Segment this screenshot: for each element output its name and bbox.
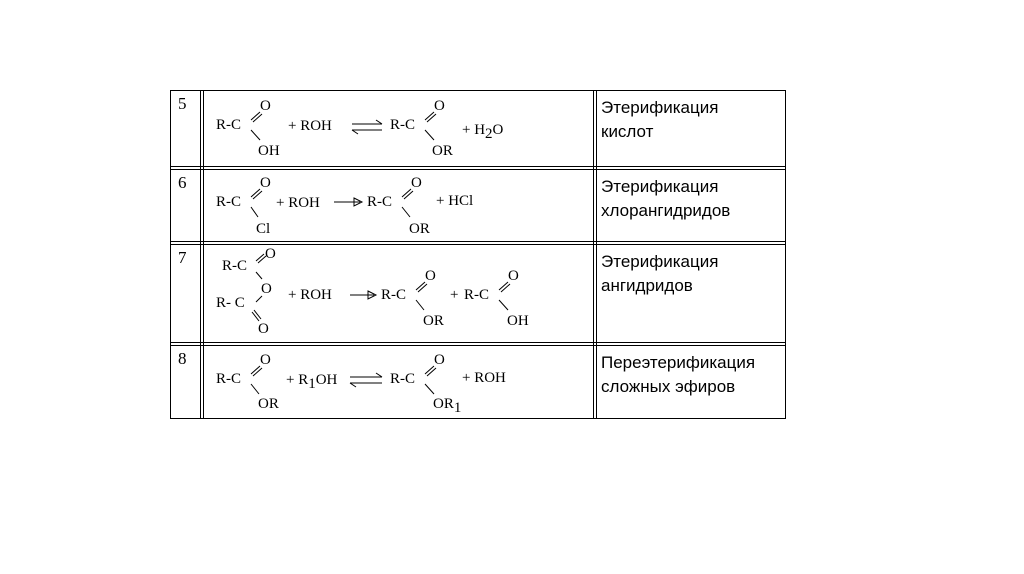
row-number: 8	[178, 349, 187, 368]
product-group: OR	[409, 221, 430, 237]
product-rc: R-C	[367, 194, 393, 210]
equilibrium-arrow-icon	[352, 120, 382, 134]
reagent: + ROH	[288, 287, 332, 303]
single-bond-icon	[251, 130, 260, 140]
reactant-oxygen: O	[260, 352, 271, 368]
row-number: 5	[178, 94, 187, 113]
reactant-rc: R-C	[216, 117, 242, 133]
byproduct: + HCl	[436, 193, 474, 209]
forward-arrow-icon	[350, 291, 376, 299]
anhydride-oxygen-bottom: O	[258, 321, 269, 337]
table-row-7	[170, 244, 786, 345]
reaction-equation	[204, 345, 594, 421]
product-oxygen: O	[425, 268, 436, 284]
reagent: + R1OH	[286, 372, 338, 392]
product-rc: R-C	[390, 371, 416, 387]
reaction-name: Переэтерификация сложных эфиров	[601, 353, 756, 396]
product-group: OR1	[433, 396, 462, 416]
single-bond-icon	[251, 384, 259, 394]
byproduct-oxygen: O	[508, 268, 519, 284]
reaction-equation	[204, 169, 594, 245]
reactant-group: Cl	[256, 221, 271, 237]
reactant-rc: R-C	[216, 194, 242, 210]
product-oxygen: O	[411, 175, 422, 191]
reaction-equation	[204, 244, 594, 344]
reactant-rc: R-C	[216, 371, 242, 387]
anhydride-rc-top: R-C	[222, 258, 248, 274]
table-row-6	[170, 169, 786, 242]
byproduct: + ROH	[462, 370, 506, 386]
single-bond-icon	[416, 300, 424, 310]
single-bond-icon	[402, 207, 410, 217]
row-number: 6	[178, 173, 187, 192]
anhydride-rc-bottom: R- C	[216, 295, 245, 311]
reaction-equation	[204, 90, 594, 166]
single-bond-icon	[256, 272, 262, 279]
product-oxygen: O	[434, 352, 445, 368]
reactant-group: OH	[258, 143, 280, 159]
product-group: OR	[423, 313, 444, 329]
reagent: + ROH	[288, 118, 332, 134]
byproduct-group: OH	[507, 313, 529, 329]
single-bond-icon	[251, 207, 258, 217]
reactant-oxygen: O	[260, 175, 271, 191]
product-rc: R-C	[381, 287, 407, 303]
single-bond-icon	[425, 130, 434, 140]
byproduct-plus: +	[450, 287, 459, 303]
reaction-name: Этерификация кислот	[601, 98, 719, 141]
anhydride-bridge-oxygen: O	[261, 281, 272, 297]
product-oxygen: O	[434, 98, 445, 114]
single-bond-icon	[425, 384, 434, 394]
row-number: 7	[178, 248, 187, 267]
anhydride-oxygen-top: O	[265, 246, 276, 262]
product-group: OR	[432, 143, 453, 159]
reaction-name: Этерификация ангидридов	[601, 252, 719, 295]
reactant-group: OR	[258, 396, 279, 412]
forward-arrow-icon	[334, 198, 362, 206]
reaction-name: Этерификация хлорангидридов	[601, 177, 731, 220]
byproduct-rc: R-C	[464, 287, 490, 303]
single-bond-icon	[499, 300, 508, 310]
reactions-table	[170, 90, 786, 419]
equilibrium-arrow-icon	[350, 373, 382, 387]
double-bond-icon	[252, 310, 261, 321]
reagent: + ROH	[276, 195, 320, 211]
table-row-8	[170, 345, 786, 419]
byproduct: + H2O	[462, 122, 504, 142]
single-bond-icon	[256, 296, 262, 302]
reactant-oxygen: O	[260, 98, 271, 114]
table-row-5	[170, 90, 786, 167]
product-rc: R-C	[390, 117, 416, 133]
